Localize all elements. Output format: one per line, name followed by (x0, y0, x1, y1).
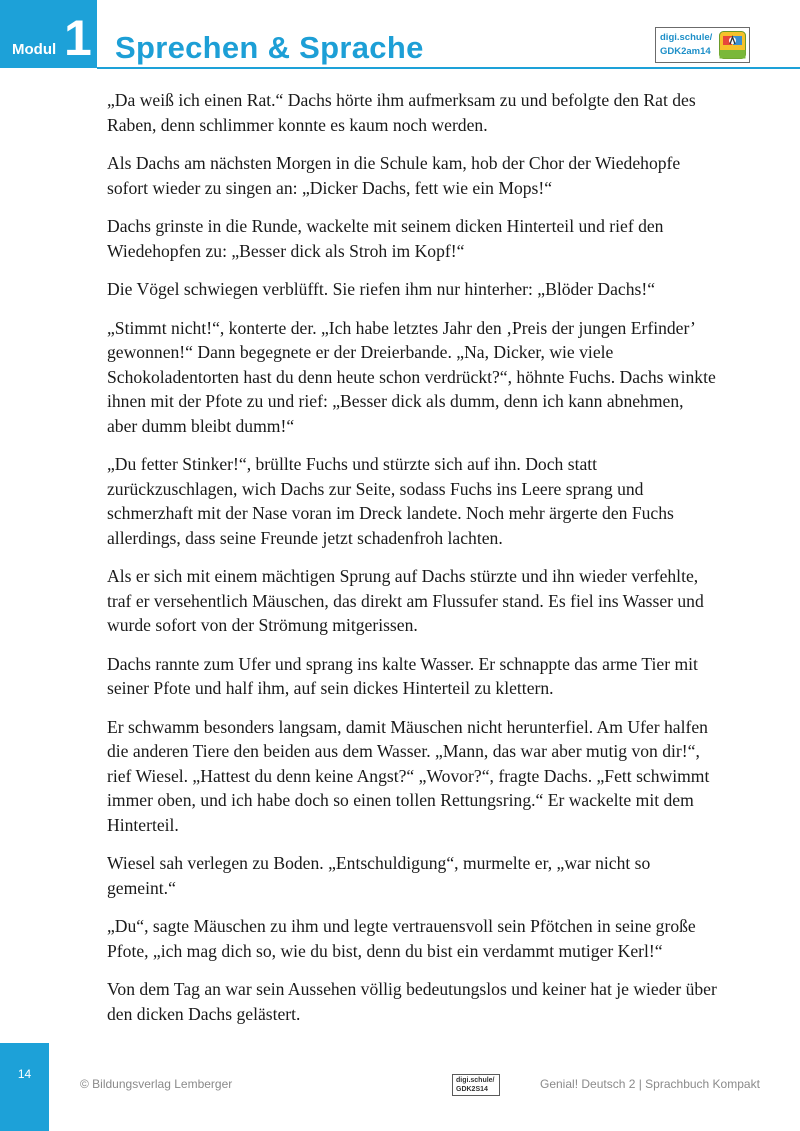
app-store-icon (719, 31, 746, 59)
paragraph: Dachs grinste in die Runde, wackelte mit seinem dicken Hinterteil und rief den Wiedehopfen zu: „Besser dick als Stroh im Kopf!“ (107, 216, 664, 261)
module-tab (0, 0, 97, 68)
footer-digi-domain: digi.schule/ (456, 1077, 495, 1084)
paragraph: Als Dachs am nächsten Morgen in die Schule kam, hob der Chor der Wiedehopfe sofort wieder zu singen an: „Dicker Dachs, fett wie ein Mops!“ (107, 153, 681, 198)
digi-schule-domain: digi.schule/ (660, 32, 713, 43)
paragraph: „Da weiß ich einen Rat.“ Dachs hörte ihm aufmerksam zu und befolgte den Rat des Raben, denn schlimmer konnte es kaum noch werden. (107, 90, 696, 135)
paragraph: Er schwamm besonders langsam, damit Mäuschen nicht herunterfiel. Am Ufer halfen die anderen Tiere den beiden aus dem Wasser. „Mann, das war aber mutig von dir!“, rief Wiesel. „Hattest du denn keine Angst?“ „Wovor?“, fragte Dachs. „Fett schwimmt immer oben, und ich habe doch so einen tollen Rettungsring.“ Er wackelte mit dem Hinterteil. (107, 716, 710, 835)
paragraph: Von dem Tag an war sein Aussehen völlig bedeutungslos und keiner hat je wieder über den dicken Dachs gelästert. (107, 979, 717, 1024)
digi-schule-code-text: GDK2am14 (660, 46, 711, 57)
footer-tab (0, 1043, 49, 1131)
paragraph: Die Vögel schwiegen verblüfft. Sie riefen ihm nur hinterher: „Blöder Dachs!“ (107, 279, 656, 299)
digi-schule-link[interactable] (655, 27, 750, 63)
story-text (107, 88, 717, 1040)
paragraph: „Du“, sagte Mäuschen zu ihm und legte vertrauensvoll sein Pfötchen in seine große Pfote, „ich mag dich so, wie du bist, denn du bist ein verdammt mutiger Kerl!“ (107, 916, 696, 961)
footer-digi-code: GDK2S14 (456, 1086, 488, 1093)
paragraph: Wiesel sah verlegen zu Boden. „Entschuldigung“, murmelte er, „war nicht so gemeint.“ (107, 853, 651, 898)
page-number: 14 (17, 1067, 32, 1081)
header-rule (97, 67, 800, 69)
footer-digi-schule-link[interactable] (452, 1074, 500, 1096)
paragraph: „Du fetter Stinker!“, brüllte Fuchs und stürzte sich auf ihn. Doch statt zurückzuschlagen, wich Dachs zur Seite, sodass Fuchs ins Leere sprang und schmerzhaft mit der Nase voran im Dreck landete. Noch mehr ärgerte den Fuchs allerdings, dass seine Freunde jetzt schadenfroh lachten. (107, 454, 674, 548)
paragraph: „Stimmt nicht!“, konterte der. „Ich habe letztes Jahr den ‚Preis der jungen Erfinder’ gewonnen!“ Dann begegnete er der Dreierbande. „Na, Dicker, wie viele Schokoladentorten hast du denn heute schon verdrückt?“, höhnte Fuchs. Dachs winkte ihnen mit der Pfote zu und rief: „Besser dick als dumm, denn ich kann abnehmen, aber dumm bleibt dumm!“ (107, 317, 716, 436)
module-label: Modul (12, 41, 57, 58)
module-number: 1 (64, 10, 92, 66)
paragraph: Dachs rannte zum Ufer und sprang ins kalte Wasser. Er schnappte das arme Tier mit seiner Pfote und half ihm, auf sein dickes Hinterteil zu klettern. (107, 653, 698, 698)
paragraph: Als er sich mit einem mächtigen Sprung auf Dachs stürzte und ihn wieder verfehlte, traf er versehentlich Mäuschen, das direkt am Flussufer stand. Es fiel ins Wasser und wurde sofort von der Strömung mitgerissen. (107, 566, 704, 635)
copyright-notice: © Bildungsverlag Lemberger (80, 1077, 233, 1091)
page-title: Sprechen & Sprache (115, 30, 424, 65)
digi-schule-code (660, 31, 716, 59)
book-title: Genial! Deutsch 2 | Sprachbuch Kompakt (540, 1077, 760, 1091)
